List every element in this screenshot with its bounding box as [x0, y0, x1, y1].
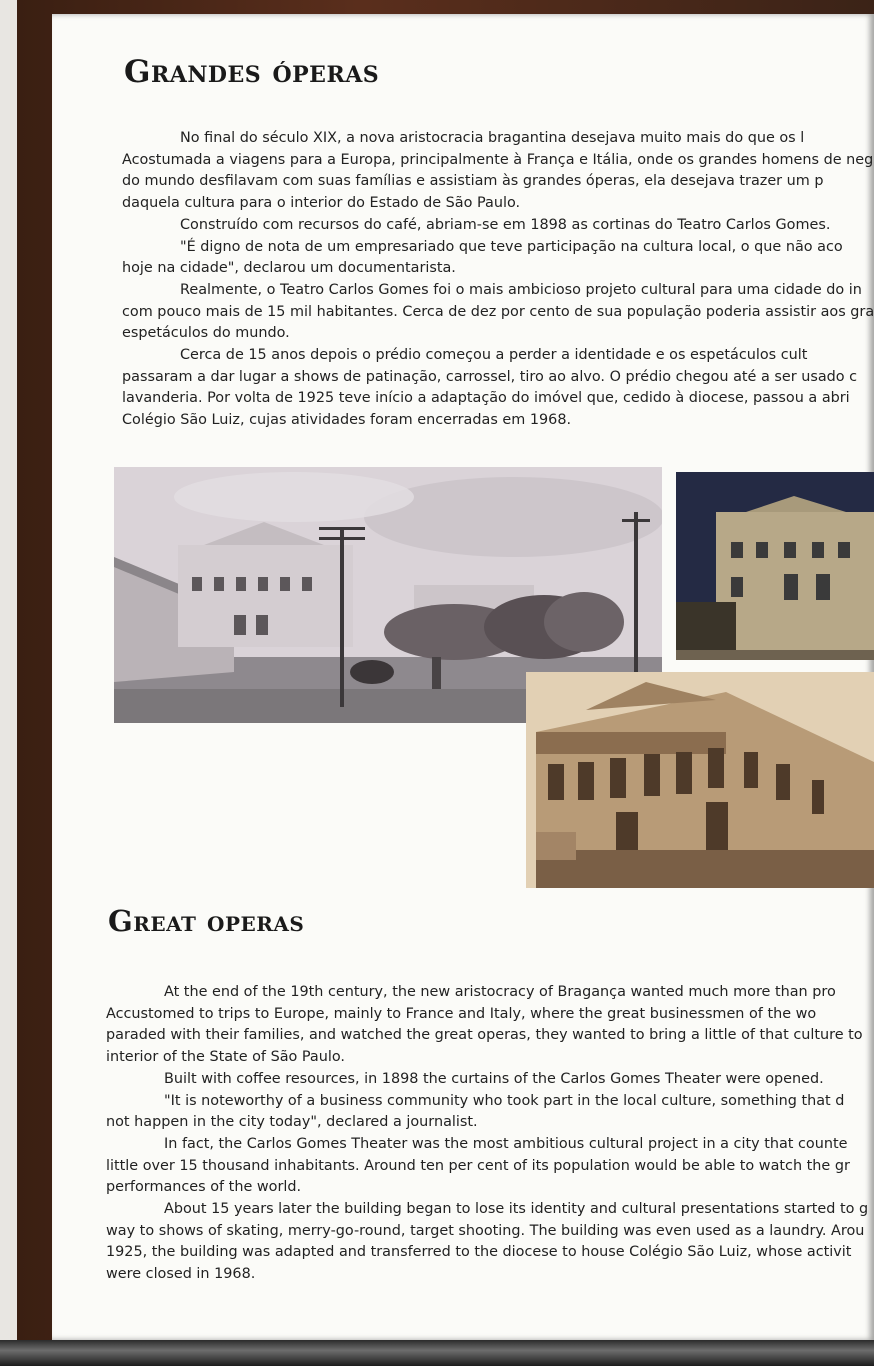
section-title-en: Great operas	[108, 904, 305, 938]
text-line: At the end of the 19th century, the new aristocracy of Bragança wanted much more than pro	[164, 984, 836, 1000]
book-page	[52, 14, 874, 1340]
text-line: com pouco mais de 15 mil habitantes. Cerca de dez por cento de sua população poderia assistir aos gra	[122, 303, 874, 320]
photo-theater-facade	[676, 472, 874, 660]
text-line: paraded with their families, and watched the great operas, they wanted to bring a little of that culture to	[106, 1027, 863, 1044]
photo-theater-sepia	[526, 672, 874, 888]
text-line: little over 15 thousand inhabitants. Around ten per cent of its population would be able to watch the gr	[106, 1157, 850, 1174]
text-line: Accustomed to trips to Europe, mainly to France and Italy, where the great businessmen of the wo	[106, 1005, 817, 1022]
text-line: daquela cultura para o interior do Estado de São Paulo.	[122, 195, 521, 212]
text-line: Built with coffee resources, in 1898 the curtains of the Carlos Gomes Theater were opened.	[164, 1070, 824, 1087]
text-line: interior of the State of São Paulo.	[106, 1049, 345, 1066]
text-line: Realmente, o Teatro Carlos Gomes foi o mais ambicioso projeto cultural para uma cidade do in	[180, 281, 862, 298]
text-line: lavanderia. Por volta de 1925 teve início a adaptação do imóvel que, cedido à diocese, passou a abri	[122, 390, 850, 407]
text-line: No final do século XIX, a nova aristocracia bragantina desejava muito mais do que os l	[180, 130, 805, 146]
text-line: hoje na cidade", declarou um documentarista.	[122, 260, 456, 277]
text-line: Acostumada a viagens para a Europa, principalmente à França e Itália, onde os grandes homens de neg	[122, 151, 874, 168]
text-line: espetáculos do mundo.	[122, 325, 290, 342]
text-line: "É digno de nota de um empresariado que teve participação na cultura local, o que não aco	[180, 238, 843, 255]
text-line: "It is noteworthy of a business community who took part in the local culture, something that d	[164, 1092, 845, 1109]
text-line: About 15 years later the building began to lose its identity and cultural presentations started to g	[164, 1201, 869, 1218]
text-line: do mundo desfilavam com suas famílias e assistiam às grandes óperas, ela desejava trazer um p	[122, 173, 824, 190]
text-line: In fact, the Carlos Gomes Theater was the most ambitious cultural project in a city that counte	[164, 1135, 848, 1152]
section-title-pt: Grandes óperas	[124, 54, 380, 90]
text-line: Cerca de 15 anos depois o prédio começou a perder a identidade e os espetáculos cult	[180, 347, 808, 364]
text-line: Construído com recursos do café, abriam-se em 1898 as cortinas do Teatro Carlos Gomes.	[180, 216, 831, 233]
section-body-en	[106, 982, 874, 1286]
text-line: way to shows of skating, merry-go-round, target shooting. The building was even used as a laundry. Arou	[106, 1222, 865, 1239]
text-line: performances of the world.	[106, 1179, 302, 1196]
text-line: were closed in 1968.	[106, 1266, 256, 1283]
text-line: passaram a dar lugar a shows de patinação, carrossel, tiro ao alvo. O prédio chegou até a ser usado c	[122, 368, 858, 385]
text-line: Colégio São Luiz, cujas atividades foram encerradas em 1968.	[122, 412, 572, 429]
section-body-pt	[122, 128, 874, 432]
text-line: 1925, the building was adapted and transferred to the diocese to house Colégio São Luiz, whose activit	[106, 1244, 852, 1261]
book-bottom-edge	[0, 1340, 874, 1366]
text-line: not happen in the city today", declared a journalist.	[106, 1114, 478, 1131]
